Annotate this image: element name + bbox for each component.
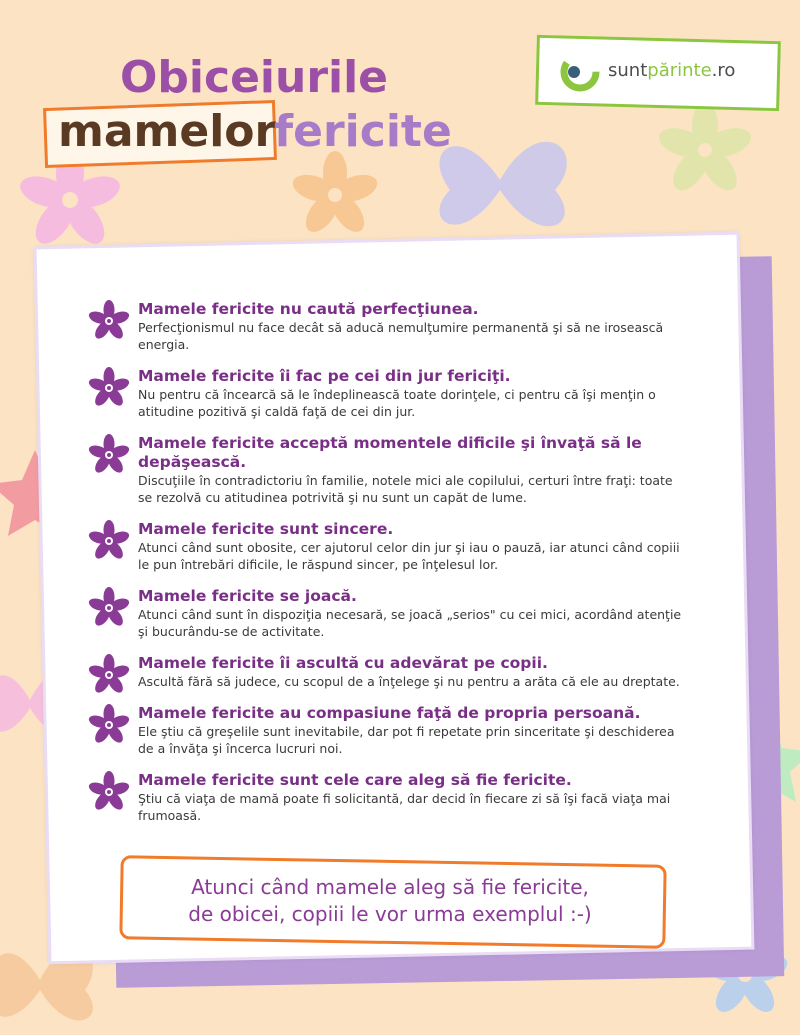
butterfly-decoration-icon (440, 142, 567, 226)
item-text: Atunci când sunt în dispoziţia necesară, se joacă „serios" cu cei mici, acordând atenţie şi bucurându-se de activitate. (138, 607, 682, 639)
flower-bullet-icon (88, 520, 130, 562)
flower-bullet-icon (88, 654, 130, 696)
logo-suffix: .ro (711, 60, 736, 81)
item-text: Ascultă fără să judece, cu scopul de a înţelege şi nu pentru a arăta că ele au dreptate. (138, 674, 680, 689)
list-item (88, 654, 688, 690)
footer-line-1: Atunci când mamele aleg să fie fericite, (191, 875, 589, 899)
list-item (88, 771, 688, 824)
list-item (88, 434, 688, 506)
list-item (88, 587, 688, 640)
logo-icon (560, 52, 600, 92)
item-heading: Mamele fericite îi fac pe cei din jur fericiţi. (138, 367, 511, 385)
flower-bullet-icon (88, 704, 130, 746)
item-heading: Mamele fericite îi ascultă cu adevărat pe copii. (138, 654, 548, 672)
list-item (88, 704, 688, 757)
item-text: Ştiu că viaţa de mamă poate fi solicitantă, dar decid în fiecare zi să îşi facă viaţa mai frumoasă. (138, 791, 671, 823)
logo-text (608, 60, 735, 81)
footer-callout (140, 874, 640, 928)
item-heading: Mamele fericite sunt sincere. (138, 520, 394, 538)
flower-bullet-icon (88, 434, 130, 476)
item-text: Nu pentru că încearcă să le îndeplinească toate dorinţele, ci pentru că îşi menţin o atitudine pozitivă şi caldă faţă de cei din jur. (138, 387, 656, 419)
title-boxed-word: mamelor (58, 106, 277, 157)
flower-decoration-icon (289, 151, 380, 238)
flower-decoration-icon (655, 102, 754, 196)
item-text: Perfecţionismul nu face decât să aducă nemulţumire permanentă şi să ne irosească energia. (138, 320, 664, 352)
item-text: Discuţiile în contradictoriu în familie, notele mici ale copilului, certuri între fraţi: toate se rezolvă cu atitudinea potrivită şi nu sunt un capăt de lume. (138, 473, 673, 505)
flower-bullet-icon (88, 300, 130, 342)
item-text: Atunci când sunt obosite, cer ajutorul celor din jur şi iau o pauză, iar atunci când copiii le pun întrebări dificile, le răspund sincer, pe înţelesul lor. (138, 540, 680, 572)
footer-line-2: de obicei, copiii le vor urma exemplul :-) (188, 902, 592, 926)
item-heading: Mamele fericite acceptă momentele dificile şi învaţă să le depăşească. (138, 434, 642, 471)
list-item (88, 367, 688, 420)
item-text: Ele ştiu că greşelile sunt inevitabile, dar pot fi repetate prin sinceritate şi deschiderea de a învăţa şi încerca lucruri noi. (138, 724, 675, 756)
title-line-1: Obiceiurile (120, 52, 389, 103)
logo-prefix: sunt (608, 60, 648, 81)
item-heading: Mamele fericite nu caută perfecţiunea. (138, 300, 479, 318)
list-item (88, 300, 688, 353)
flower-bullet-icon (88, 587, 130, 629)
item-heading: Mamele fericite se joacă. (138, 587, 357, 605)
title-line-2-rest: fericite (274, 106, 452, 157)
list-item (88, 520, 688, 573)
logo-accent: părinte (647, 60, 712, 81)
habits-list (88, 300, 688, 838)
flower-bullet-icon (88, 771, 130, 813)
item-heading: Mamele fericite sunt cele care aleg să fie fericite. (138, 771, 572, 789)
flower-bullet-icon (88, 367, 130, 409)
item-heading: Mamele fericite au compasiune faţă de propria persoană. (138, 704, 641, 722)
